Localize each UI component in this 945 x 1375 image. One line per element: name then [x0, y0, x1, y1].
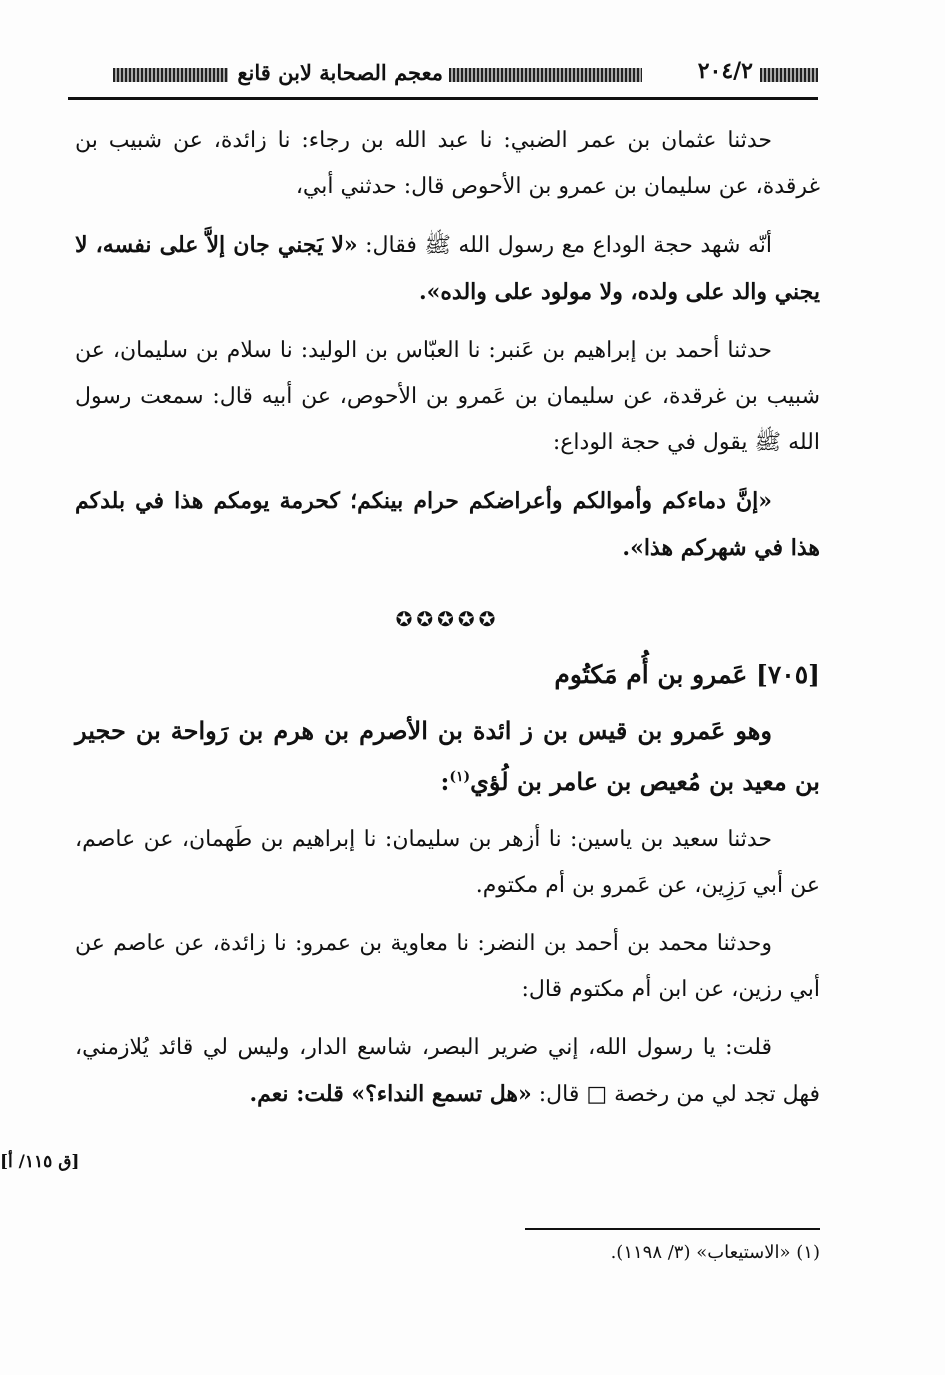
hadith-text: «إنَّ دماءكم وأموالكم وأعراضكم حرام بينكم؛ كحرمة يومكم هذا في بلدكم هذا في شهركم هذا». — [75, 488, 820, 561]
page-number: ٢٠٤/٢ — [697, 58, 753, 84]
entry-lineage: وهو عَمرو بن قيس بن ز ائدة بن الأصرم بن هرم بن رَواحة بن حجير بن معيد بن مُعيص بن عامر بن لُؤي$^{(١)}$: — [75, 716, 820, 796]
header-ornament-middle — [449, 68, 642, 82]
paragraph: حدثنا أحمد بن إبراهيم بن عَنبر: نا العبّاس بن الوليد: نا سلام بن سليمان، عن شبيب بن غرقدة، عن سليمان بن عَمرو بن الأحوص، عن أبيه قال: سمعت رسول الله ﷺ يقول في حجة الوداع: — [75, 338, 820, 455]
page-body — [75, 118, 820, 1130]
paragraph: حدثنا عثمان بن عمر الضبي: نا عبد الله بن رجاء: نا زائدة، عن شبيب بن غرقدة، عن سليمان بن عمرو بن الأحوص قال: حدثني أبي، — [75, 128, 820, 199]
section-separator: ✪✪✪✪✪ — [395, 607, 500, 631]
manuscript-margin-note: [ق ١١٥/ أ] — [0, 1152, 80, 1172]
entry-title: [٧٠٥] عَمرو بن أُم مَكتُوم — [554, 660, 820, 689]
paragraph: قلت: يا رسول الله، إني ضرير البصر، شاسع الدار، وليس لي قائد يُلازمني، فهل تجد لي من رخصة □ قال: «هل تسمع النداء؟» قلت: نعم. — [75, 1035, 820, 1107]
running-header — [68, 58, 818, 98]
paragraph: أنّه شهد حجة الوداع مع رسول الله ﷺ فقال: «لا يَجني جان إلاَّ على نفسه، لا يجني والد على ولده، ولا مولود على والده». — [75, 232, 820, 305]
paragraph: حدثنا سعيد بن ياسين: نا أزهر بن سليمان: نا إبراهيم بن طَهمان، عن عاصم، عن أبي رَزِين، عن عَمرو بن أم مكتوم. — [75, 827, 820, 898]
header-rule — [68, 97, 818, 100]
paragraph — [75, 478, 820, 572]
header-ornament-right — [760, 68, 818, 82]
hadith-text: «لا يَجني جان إلاَّ على نفسه، لا يجني والد على ولده، ولا مولود على والده». — [75, 232, 820, 305]
footnote: (١) «الاستيعاب» (٣/ ١١٩٨). — [610, 1242, 820, 1263]
hadith-text: «هل تسمع النداء؟» قلت: نعم. — [249, 1081, 532, 1107]
footnote-ref: (١) — [449, 769, 471, 785]
book-title: معجم الصحابة لابن قانع — [237, 60, 443, 85]
header-ornament-left — [113, 68, 228, 82]
paragraph: وحدثنا محمد بن أحمد بن النضر: نا معاوية بن عمرو: نا زائدة، عن عاصم عن أبي رزين، عن ابن أم مكتوم قال: — [75, 931, 820, 1002]
footnote-rule — [525, 1228, 820, 1230]
